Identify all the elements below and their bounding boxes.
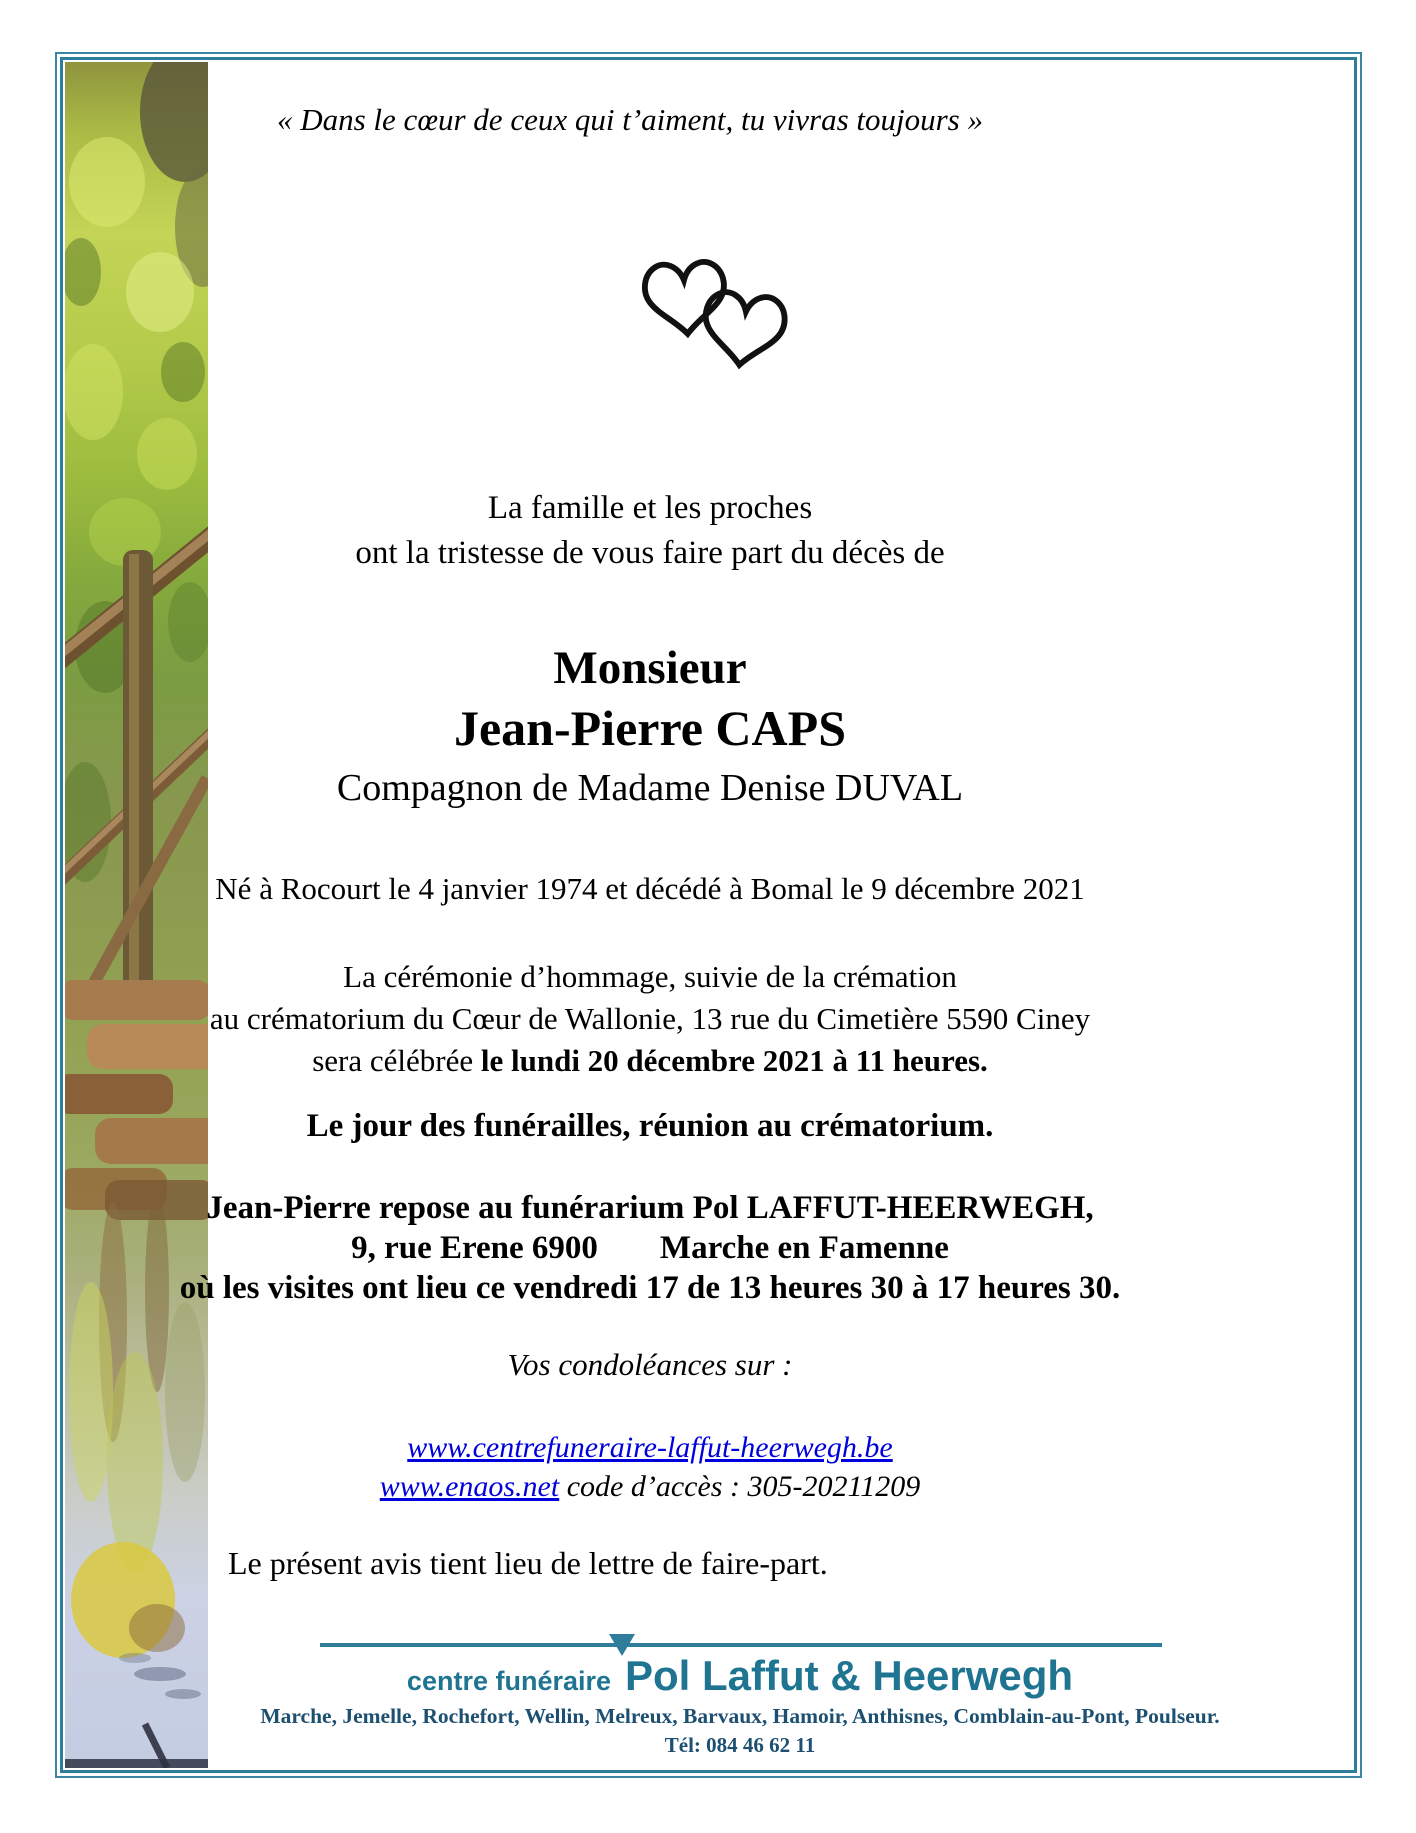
nature-photo bbox=[65, 62, 208, 1768]
footer-divider bbox=[320, 1643, 1162, 1647]
ceremony-details bbox=[170, 956, 1130, 1082]
ceremony-line3-prefix: sera célébrée bbox=[312, 1043, 481, 1078]
intro-line1: La famille et les proches bbox=[487, 490, 813, 526]
bridge-stream-image bbox=[65, 62, 208, 1768]
repose-line3: où les visites ont lieu ce vendredi 17 de 13 heures 30 à 17 heures 30. bbox=[179, 1270, 1121, 1306]
ceremony-line3 bbox=[170, 1040, 1130, 1082]
condolence-links bbox=[170, 1428, 1130, 1506]
brand-large-label: Pol Laffut & Heerwegh bbox=[625, 1652, 1073, 1700]
deceased-name: Jean-Pierre CAPS bbox=[453, 700, 847, 756]
faire-part-notice: Le présent avis tient lieu de lettre de faire-part. bbox=[228, 1545, 828, 1581]
deceased-title: Monsieur bbox=[553, 642, 747, 694]
repose-line2 bbox=[170, 1228, 1130, 1268]
funeral-home-website-link[interactable]: www.centrefuneraire-laffut-heerwegh.be bbox=[407, 1431, 893, 1464]
funeral-day-note: Le jour des funérailles, réunion au crématorium. bbox=[306, 1108, 994, 1144]
deceased-relation: Compagnon de Madame Denise DUVAL bbox=[336, 767, 964, 809]
footer-cities: Marche, Jemelle, Rochefort, Wellin, Melreux, Barvaux, Hamoir, Anthisnes, Comblain-au-Pont, Poulseur. bbox=[260, 1704, 1220, 1728]
intro-line2: ont la tristesse de vous faire part du décès de bbox=[355, 535, 945, 571]
ceremony-line1: La cérémonie d’hommage, suivie de la crémation bbox=[343, 959, 957, 994]
access-code-text: code d’accès : 305-20211209 bbox=[559, 1470, 921, 1503]
deceased-dates: Né à Rocourt le 4 janvier 1974 et décédé à Bomal le 9 décembre 2021 bbox=[215, 871, 1085, 906]
hearts-icon bbox=[632, 244, 838, 412]
condolences-label: Vos condoléances sur : bbox=[507, 1347, 793, 1382]
repose-details bbox=[170, 1188, 1130, 1308]
triangle-icon bbox=[609, 1634, 635, 1656]
memorial-quote: « Dans le cœur de ceux qui t’aiment, tu vivras toujours » bbox=[276, 102, 983, 137]
brand-small-label: centre funéraire bbox=[406, 1666, 612, 1696]
footer-phone: Tél: 084 46 62 11 bbox=[664, 1733, 816, 1757]
enaos-website-link[interactable]: www.enaos.net bbox=[379, 1470, 560, 1503]
funeral-home-logo bbox=[215, 1652, 1265, 1700]
ceremony-line2: au crématorium du Cœur de Wallonie, 13 rue du Cimetière 5590 Ciney bbox=[209, 1001, 1091, 1036]
repose-city: Marche en Famenne bbox=[659, 1230, 949, 1266]
intro-text bbox=[170, 486, 1130, 576]
repose-address: 9, rue Erene 6900 bbox=[351, 1230, 598, 1266]
ceremony-date-bold: le lundi 20 décembre 2021 à 11 heures. bbox=[480, 1043, 988, 1078]
repose-line1: Jean-Pierre repose au funérarium Pol LAFFUT-HEERWEGH, bbox=[206, 1190, 1094, 1226]
